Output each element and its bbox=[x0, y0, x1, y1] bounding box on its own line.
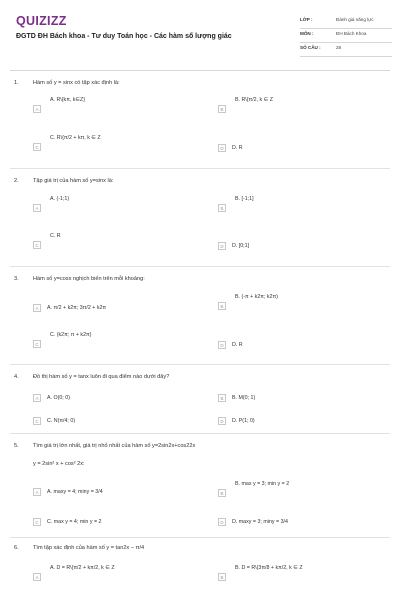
question-subtext: y = 2sin² x + cos² 2x: bbox=[33, 461, 85, 467]
option-text: C. N(π/4; 0) bbox=[47, 418, 76, 424]
option-text: A. maxy = 4; miny = 3/4 bbox=[47, 489, 103, 495]
question-text: Tập giá trị của hàm số y=sinx là: bbox=[33, 178, 114, 184]
option-text: B. [-1;1] bbox=[235, 196, 254, 202]
answer-option-c[interactable] bbox=[33, 417, 183, 433]
answer-option-a[interactable] bbox=[33, 565, 183, 581]
option-checkbox[interactable]: C bbox=[33, 143, 41, 151]
answer-option-a[interactable] bbox=[33, 304, 183, 320]
answer-option-d[interactable] bbox=[218, 341, 368, 357]
question-number: 1. bbox=[14, 80, 19, 86]
option-text: D. [0;1] bbox=[232, 243, 250, 249]
option-checkbox[interactable]: B bbox=[218, 489, 226, 497]
option-checkbox[interactable]: D bbox=[218, 341, 226, 349]
option-text: A. π/2 + k2π; 3π/2 + k2π bbox=[47, 305, 107, 311]
question-divider bbox=[10, 168, 390, 169]
question-text: Tìm giá trị lớn nhất, giá trị nhỏ nhất của hàm số y=2sin2x+cos22x bbox=[33, 443, 196, 449]
answer-option-b[interactable] bbox=[218, 565, 368, 581]
answer-option-c[interactable] bbox=[33, 332, 183, 348]
answer-option-d[interactable] bbox=[218, 518, 368, 534]
question-number: 4. bbox=[14, 374, 19, 380]
option-text: C. R\{π/2 + kπ, k ∈ Z bbox=[50, 135, 101, 141]
option-checkbox[interactable]: A bbox=[33, 204, 41, 212]
question-divider bbox=[10, 433, 390, 434]
option-text: C. max y = 4; min y = 2 bbox=[47, 519, 102, 525]
option-text: D. R bbox=[232, 145, 243, 151]
answer-option-b[interactable] bbox=[218, 97, 368, 113]
option-text: B. max y = 3; min y = 2 bbox=[235, 481, 290, 487]
option-text: C. (k2π; π + k2π) bbox=[50, 332, 92, 338]
option-checkbox[interactable]: D bbox=[218, 242, 226, 250]
question-divider bbox=[10, 266, 390, 267]
meta-label: SỐ CÂU : bbox=[300, 45, 321, 50]
option-checkbox[interactable]: A bbox=[33, 394, 41, 402]
option-text: A. D = R\{π/2 + kπ/2, k ∈ Z bbox=[50, 565, 115, 571]
meta-row-subject bbox=[300, 29, 392, 43]
option-checkbox[interactable]: C bbox=[33, 241, 41, 249]
option-text: B. (-π + k2π; k2π) bbox=[235, 294, 278, 300]
option-text: A. O(0; 0) bbox=[47, 395, 70, 401]
answer-option-d[interactable] bbox=[218, 417, 368, 433]
meta-row-count bbox=[300, 43, 392, 57]
meta-value: ĐH Bách Khoa bbox=[336, 31, 367, 36]
option-checkbox[interactable]: B bbox=[218, 394, 226, 402]
option-text: D. maxy = 3; miny = 3/4 bbox=[232, 519, 288, 525]
answer-option-a[interactable] bbox=[33, 394, 183, 410]
worksheet-header bbox=[0, 0, 400, 66]
answer-option-c[interactable] bbox=[33, 518, 183, 534]
meta-label: LỚP : bbox=[300, 17, 313, 22]
option-checkbox[interactable]: C bbox=[33, 518, 41, 526]
quizizz-logo: QUIZIZZ bbox=[16, 14, 67, 28]
question-number: 2. bbox=[14, 178, 19, 184]
answer-option-a[interactable] bbox=[33, 97, 183, 113]
answer-option-b[interactable] bbox=[218, 481, 368, 497]
answer-option-c[interactable] bbox=[33, 135, 183, 151]
question-number: 5. bbox=[14, 443, 19, 449]
option-checkbox[interactable]: D bbox=[218, 518, 226, 526]
option-text: D. R bbox=[232, 342, 243, 348]
answer-option-d[interactable] bbox=[218, 144, 368, 160]
question-divider bbox=[10, 537, 390, 538]
meta-value: 28 bbox=[336, 45, 342, 50]
worksheet-title: ĐGTD ĐH Bách khoa - Tư duy Toán học - Các hàm số lượng giác bbox=[16, 33, 232, 40]
option-text: C. R bbox=[50, 233, 61, 239]
question-number: 3. bbox=[14, 276, 19, 282]
option-text: A. (-1;1) bbox=[50, 196, 70, 202]
meta-row-class bbox=[300, 15, 392, 29]
option-text: B. M(0; 1) bbox=[232, 395, 256, 401]
option-checkbox[interactable]: B bbox=[218, 105, 226, 113]
question-text: Tìm tập xác định của hàm số y = tan2x − π/4 bbox=[33, 545, 145, 551]
option-text: A. R\{kπ, k∈Z} bbox=[50, 97, 86, 103]
option-checkbox[interactable]: B bbox=[218, 302, 226, 310]
option-checkbox[interactable]: A bbox=[33, 573, 41, 581]
answer-option-a[interactable] bbox=[33, 196, 183, 212]
answer-option-b[interactable] bbox=[218, 196, 368, 212]
question-text: Hàm số y=cosx nghịch biến trên mỗi khoảng: bbox=[33, 276, 145, 282]
answer-option-b[interactable] bbox=[218, 294, 368, 310]
option-text: B. D = R\{3π/8 + kπ/2, k ∈ Z bbox=[235, 565, 303, 571]
answer-option-b[interactable] bbox=[218, 394, 368, 410]
option-checkbox[interactable]: D bbox=[218, 417, 226, 425]
header-divider bbox=[10, 70, 390, 71]
option-text: D. P(1; 0) bbox=[232, 418, 255, 424]
answer-option-a[interactable] bbox=[33, 488, 183, 504]
option-checkbox[interactable]: B bbox=[218, 573, 226, 581]
option-checkbox[interactable]: C bbox=[33, 417, 41, 425]
option-text: B. R\{π/2, k ∈ Z bbox=[235, 97, 273, 103]
option-checkbox[interactable]: A bbox=[33, 304, 41, 312]
option-checkbox[interactable]: C bbox=[33, 340, 41, 348]
question-text: Hàm số y = sinx có tập xác định là: bbox=[33, 80, 120, 86]
meta-label: MÔN : bbox=[300, 31, 314, 36]
option-checkbox[interactable]: A bbox=[33, 488, 41, 496]
question-number: 6. bbox=[14, 545, 19, 551]
answer-option-c[interactable] bbox=[33, 233, 183, 249]
meta-value: Đánh giá năng lực bbox=[336, 17, 374, 22]
option-checkbox[interactable]: A bbox=[33, 105, 41, 113]
option-checkbox[interactable]: B bbox=[218, 204, 226, 212]
worksheet-meta bbox=[300, 15, 392, 57]
question-text: Đồ thị hàm số y = tanx luôn đi qua điểm nào dưới đây? bbox=[33, 374, 170, 380]
question-divider bbox=[10, 364, 390, 365]
option-checkbox[interactable]: D bbox=[218, 144, 226, 152]
answer-option-d[interactable] bbox=[218, 242, 368, 258]
